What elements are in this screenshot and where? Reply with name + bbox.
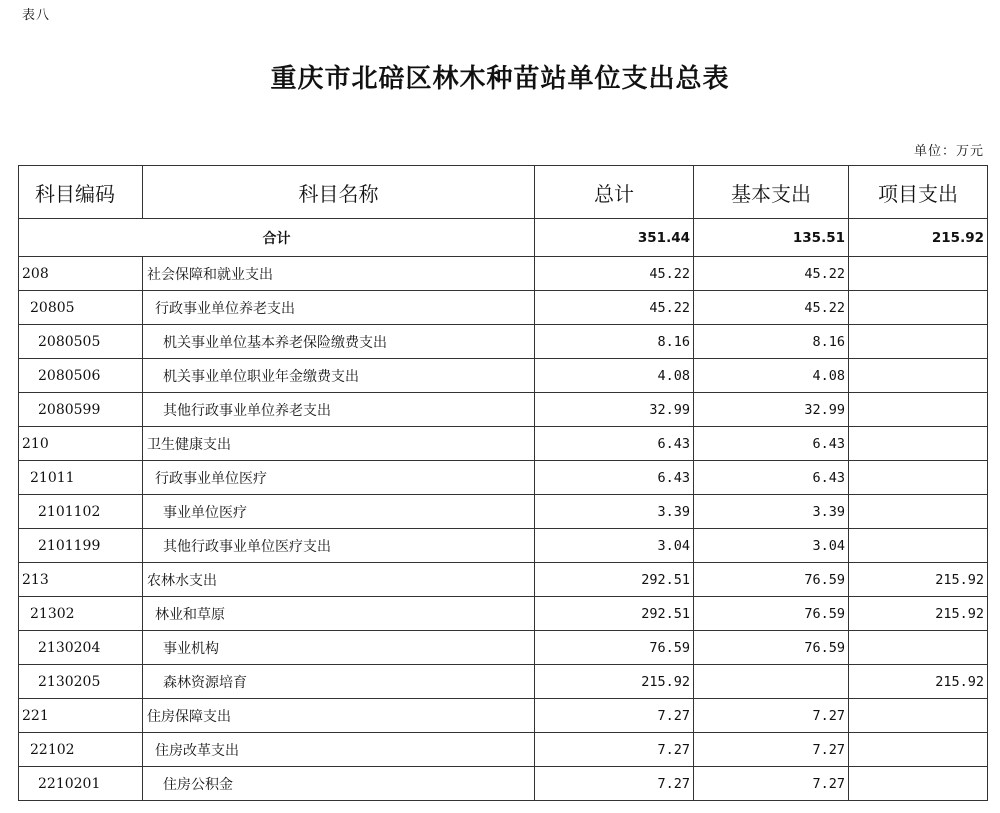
cell-project [849,733,988,767]
cell-project [849,325,988,359]
cell-basic: 45.22 [694,257,849,291]
cell-name: 事业机构 [143,631,535,665]
header-name: 科目名称 [143,166,535,219]
cell-project [849,529,988,563]
cell-total: 45.22 [535,291,694,325]
cell-name: 事业单位医疗 [143,495,535,529]
cell-name: 社会保障和就业支出 [143,257,535,291]
cell-name: 机关事业单位基本养老保险缴费支出 [143,325,535,359]
table-row [19,291,988,325]
cell-project: 215.92 [849,563,988,597]
header-row [19,166,988,219]
table-row [19,495,988,529]
cell-total: 6.43 [535,461,694,495]
cell-project [849,359,988,393]
cell-total: 32.99 [535,393,694,427]
cell-basic [694,665,849,699]
table-row [19,257,988,291]
header-total: 总计 [535,166,694,219]
cell-basic: 32.99 [694,393,849,427]
table-row [19,665,988,699]
cell-project [849,427,988,461]
cell-total: 7.27 [535,699,694,733]
cell-total: 6.43 [535,427,694,461]
cell-code: 2101102 [19,495,143,529]
cell-basic: 6.43 [694,461,849,495]
table-row [19,767,988,801]
total-total: 351.44 [535,219,694,257]
table-row [19,393,988,427]
cell-total: 292.51 [535,563,694,597]
cell-total: 7.27 [535,767,694,801]
cell-project [849,767,988,801]
cell-total: 7.27 [535,733,694,767]
cell-basic: 7.27 [694,767,849,801]
cell-name: 其他行政事业单位养老支出 [143,393,535,427]
cell-project [849,291,988,325]
table-row [19,325,988,359]
cell-total: 45.22 [535,257,694,291]
cell-basic: 4.08 [694,359,849,393]
cell-total: 292.51 [535,597,694,631]
header-code: 科目编码 [19,166,143,219]
cell-name: 其他行政事业单位医疗支出 [143,529,535,563]
unit-label: 单位：万元 [913,144,984,159]
table-row [19,563,988,597]
header-basic: 基本支出 [694,166,849,219]
table-row [19,699,988,733]
cell-project: 215.92 [849,597,988,631]
table-row [19,427,988,461]
cell-code: 2101199 [19,529,143,563]
cell-name: 住房公积金 [143,767,535,801]
total-label: 合计 [19,219,535,257]
cell-name: 机关事业单位职业年金缴费支出 [143,359,535,393]
cell-code: 22102 [19,733,143,767]
cell-code: 2080506 [19,359,143,393]
cell-basic: 6.43 [694,427,849,461]
cell-code: 2210201 [19,767,143,801]
cell-basic: 3.04 [694,529,849,563]
cell-code: 20805 [19,291,143,325]
cell-project [849,495,988,529]
cell-code: 210 [19,427,143,461]
table-row [19,359,988,393]
table-row [19,529,988,563]
cell-name: 住房改革支出 [143,733,535,767]
page-title: 重庆市北碚区林木种苗站单位支出总表 [270,64,730,94]
cell-name: 林业和草原 [143,597,535,631]
cell-name: 住房保障支出 [143,699,535,733]
cell-basic: 8.16 [694,325,849,359]
table-row [19,733,988,767]
table-row [19,597,988,631]
cell-total: 215.92 [535,665,694,699]
header-project: 项目支出 [849,166,988,219]
cell-total: 4.08 [535,359,694,393]
cell-basic: 76.59 [694,563,849,597]
cell-code: 208 [19,257,143,291]
cell-name: 行政事业单位养老支出 [143,291,535,325]
cell-code: 2080505 [19,325,143,359]
cell-basic: 76.59 [694,631,849,665]
cell-basic: 3.39 [694,495,849,529]
cell-code: 221 [19,699,143,733]
cell-name: 森林资源培育 [143,665,535,699]
cell-project: 215.92 [849,665,988,699]
table-row [19,631,988,665]
cell-code: 213 [19,563,143,597]
cell-total: 3.39 [535,495,694,529]
cell-name: 卫生健康支出 [143,427,535,461]
total-basic: 135.51 [694,219,849,257]
cell-code: 2130205 [19,665,143,699]
table-number: 表八 [22,8,51,23]
cell-name: 行政事业单位医疗 [143,461,535,495]
cell-basic: 7.27 [694,733,849,767]
cell-project [849,461,988,495]
cell-project [849,257,988,291]
cell-code: 2130204 [19,631,143,665]
table-row [19,461,988,495]
cell-basic: 76.59 [694,597,849,631]
cell-project [849,699,988,733]
cell-project [849,393,988,427]
cell-basic: 7.27 [694,699,849,733]
cell-code: 21011 [19,461,143,495]
total-row [19,219,988,257]
table-body [19,219,988,801]
expenditure-table [18,165,988,801]
cell-code: 2080599 [19,393,143,427]
cell-total: 76.59 [535,631,694,665]
cell-code: 21302 [19,597,143,631]
cell-basic: 45.22 [694,291,849,325]
cell-total: 8.16 [535,325,694,359]
total-project: 215.92 [849,219,988,257]
cell-name: 农林水支出 [143,563,535,597]
cell-total: 3.04 [535,529,694,563]
table-header [19,166,988,219]
cell-project [849,631,988,665]
